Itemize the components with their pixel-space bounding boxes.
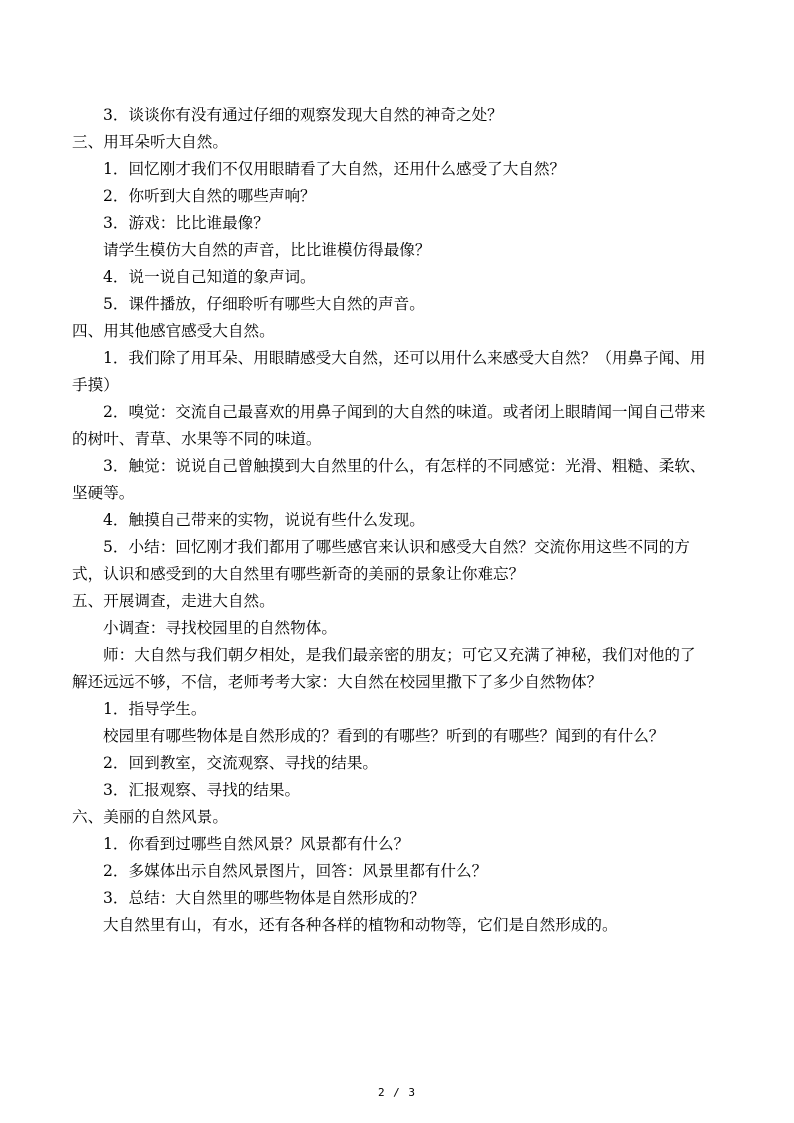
paragraph-line: 师：大自然与我们朝夕相处，是我们最亲密的朋友；可它又充满了神秘，我们对他的了 (103, 646, 696, 664)
paragraph-line: 2．你听到大自然的哪些声响？ (103, 187, 316, 205)
paragraph-line: 请学生模仿大自然的声音，比比谁模仿得最像？ (103, 241, 431, 259)
paragraph-line: 5．课件播放，仔细聆听有哪些大自然的声音。 (103, 295, 425, 313)
paragraph-line: 的树叶、青草、水果等不同的味道。 (72, 430, 322, 448)
paragraph-line: 2．多媒体出示自然风景图片，回答：风景里都有什么？ (103, 862, 488, 880)
paragraph-line: 3．谈谈你有没有通过仔细的观察发现大自然的神奇之处？ (103, 106, 503, 124)
paragraph-line: 3．游戏：比比谁最像？ (103, 214, 269, 232)
paragraph-line: 小调查：寻找校园里的自然物体。 (103, 619, 337, 637)
paragraph-line: 坚硬等。 (72, 484, 135, 502)
paragraph-line: 解还远远不够，不信，老师考考大家：大自然在校园里撒下了多少自然物体？ (72, 673, 603, 691)
paragraph-line: 大自然里有山，有水，还有各种各样的植物和动物等，它们是自然形成的。 (103, 916, 618, 934)
paragraph-line: 4．说一说自己知道的象声词。 (103, 268, 316, 286)
section-heading: 四、用其他感官感受大自然。 (72, 322, 275, 340)
section-heading: 三、用耳朵听大自然。 (72, 133, 228, 151)
paragraph-line: 5．小结：回忆刚才我们都用了哪些感官来认识和感受大自然？交流你用这些不同的方 (103, 538, 690, 556)
paragraph-line: 2．嗅觉：交流自己最喜欢的用鼻子闻到的大自然的味道。或者闭上眼睛闻一闻自己带来 (103, 403, 706, 421)
paragraph-line: 式，认识和感受到的大自然里有哪些新奇的美丽的景象让你难忘？ (72, 565, 525, 583)
paragraph-line: 1．你看到过哪些自然风景？风景都有什么？ (103, 835, 410, 853)
paragraph-line: 1．指导学生。 (103, 700, 207, 718)
paragraph-line: 3．总结：大自然里的哪些物体是自然形成的？ (103, 889, 425, 907)
paragraph-line: 3．触觉：说说自己曾触摸到大自然里的什么，有怎样的不同感觉：光滑、粗糙、柔软、 (103, 457, 706, 475)
paragraph-line: 4．触摸自己带来的实物，说说有些什么发现。 (103, 511, 425, 529)
paragraph-line: 校园里有哪些物体是自然形成的？看到的有哪些？听到的有哪些？闻到的有什么？ (103, 727, 665, 745)
paragraph-line: 手摸） (72, 376, 119, 394)
paragraph-line: 1．回忆刚才我们不仅用眼睛看了大自然，还用什么感受了大自然？ (103, 160, 566, 178)
paragraph-line: 1．我们除了用耳朵、用眼睛感受大自然，还可以用什么来感受大自然？（用鼻子闻、用 (103, 349, 706, 367)
section-heading: 六、美丽的自然风景。 (72, 808, 228, 826)
section-heading: 五、开展调查，走进大自然。 (72, 592, 275, 610)
paragraph-line: 3．汇报观察、寻找的结果。 (103, 781, 301, 799)
page-number: 2 / 3 (377, 1086, 417, 1099)
document-body (72, 102, 722, 939)
paragraph-line: 2．回到教室，交流观察、寻找的结果。 (103, 754, 379, 772)
